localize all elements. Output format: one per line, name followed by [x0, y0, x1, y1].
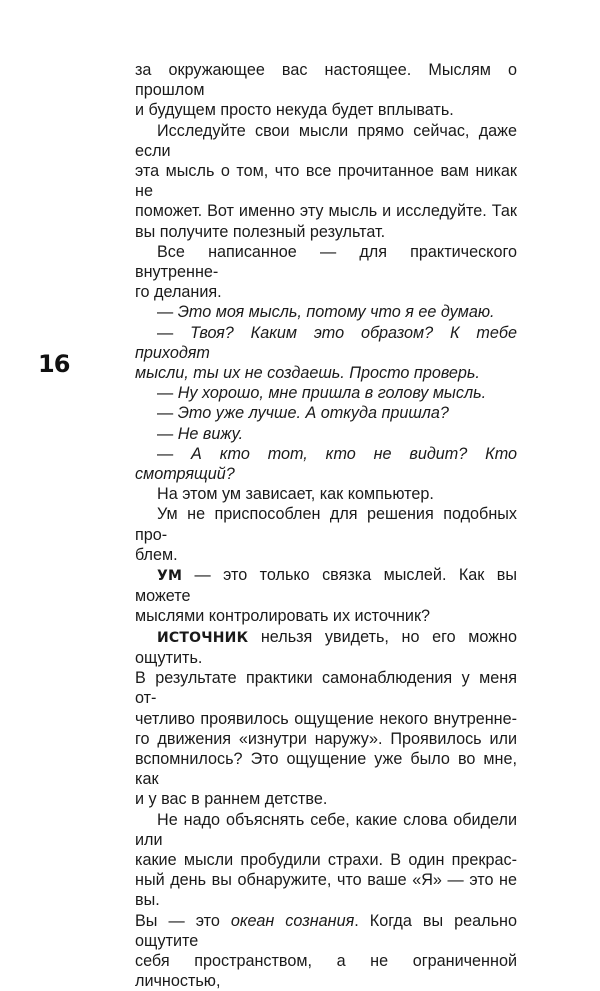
text-line: блем. — [135, 545, 178, 564]
dialogue-line: — Твоя? Каким это образом? К тебе приходят — [135, 323, 518, 362]
emphasis: океан сознания — [230, 911, 355, 930]
book-text — [135, 60, 517, 991]
text-line: Ум не приспособлен для решения подобных про- — [135, 505, 517, 544]
text-line: го движения «изнутри наружу». Проявилось или — [135, 729, 517, 748]
page-number: 16 — [38, 350, 70, 378]
dialogue-line: — Это моя мысль, потому что я ее думаю. — [157, 303, 495, 322]
dialogue-line: — Ну хорошо, мне пришла в голову мысль. — [157, 384, 487, 403]
text-line: Не надо объяснять себе, какие слова обидели или — [135, 810, 517, 849]
text-line: вы получите полезный результат. — [135, 222, 386, 241]
text-line: Вы — это океан сознания. Когда вы реально ощутите — [135, 911, 517, 950]
text-line: Исследуйте свои мысли прямо сейчас, даже если — [135, 121, 517, 160]
dialogue-line: — А кто тот, кто не видит? Кто смотрящий? — [135, 444, 517, 484]
dialogue-line: — Это уже лучше. А откуда пришла? — [157, 404, 449, 423]
text-line: Все написанное — для практического внутренне- — [135, 242, 517, 282]
text-line: го делания. — [135, 283, 222, 302]
text-line: вспомнилось? Это ощущение уже было во мне, как — [135, 749, 517, 789]
text-line: На этом ум зависает, как компьютер. — [157, 485, 434, 504]
term-istochnik: ИСТОЧНИК — [157, 629, 249, 646]
dialogue-line: мысли, ты их не создаешь. Просто проверь. — [135, 364, 480, 383]
text-line: поможет. Вот именно эту мысль и исследуйте. Так — [135, 202, 517, 221]
text-line: мыслями контролировать их источник? — [135, 607, 431, 626]
text-line: ИСТОЧНИК нельзя увидеть, но его можно ощутить. — [135, 627, 517, 667]
text-line: какие мысли пробудили страхи. В один прекрас- — [135, 850, 517, 869]
term-um: УМ — [157, 568, 183, 585]
dialogue-line: — Не вижу. — [157, 424, 244, 443]
text-line: и у вас в раннем детстве. — [135, 790, 328, 809]
text-line: эта мысль о том, что все прочитанное вам никак не — [135, 162, 517, 201]
text-line: и будущем просто некуда будет вплывать. — [135, 101, 454, 120]
text-line: ный день вы обнаружите, что ваше «Я» — это не вы. — [135, 871, 517, 910]
text-line: за окружающее вас настоящее. Мыслям о прошлом — [135, 61, 517, 100]
text-line: УМ — это только связка мыслей. Как вы можете — [135, 566, 517, 606]
text-line: четливо проявилось ощущение некого внутренне- — [135, 709, 517, 728]
text-line: В результате практики самонаблюдения у меня от- — [135, 669, 517, 708]
text-line: себя пространством, а не ограниченной личностью, — [135, 951, 517, 991]
